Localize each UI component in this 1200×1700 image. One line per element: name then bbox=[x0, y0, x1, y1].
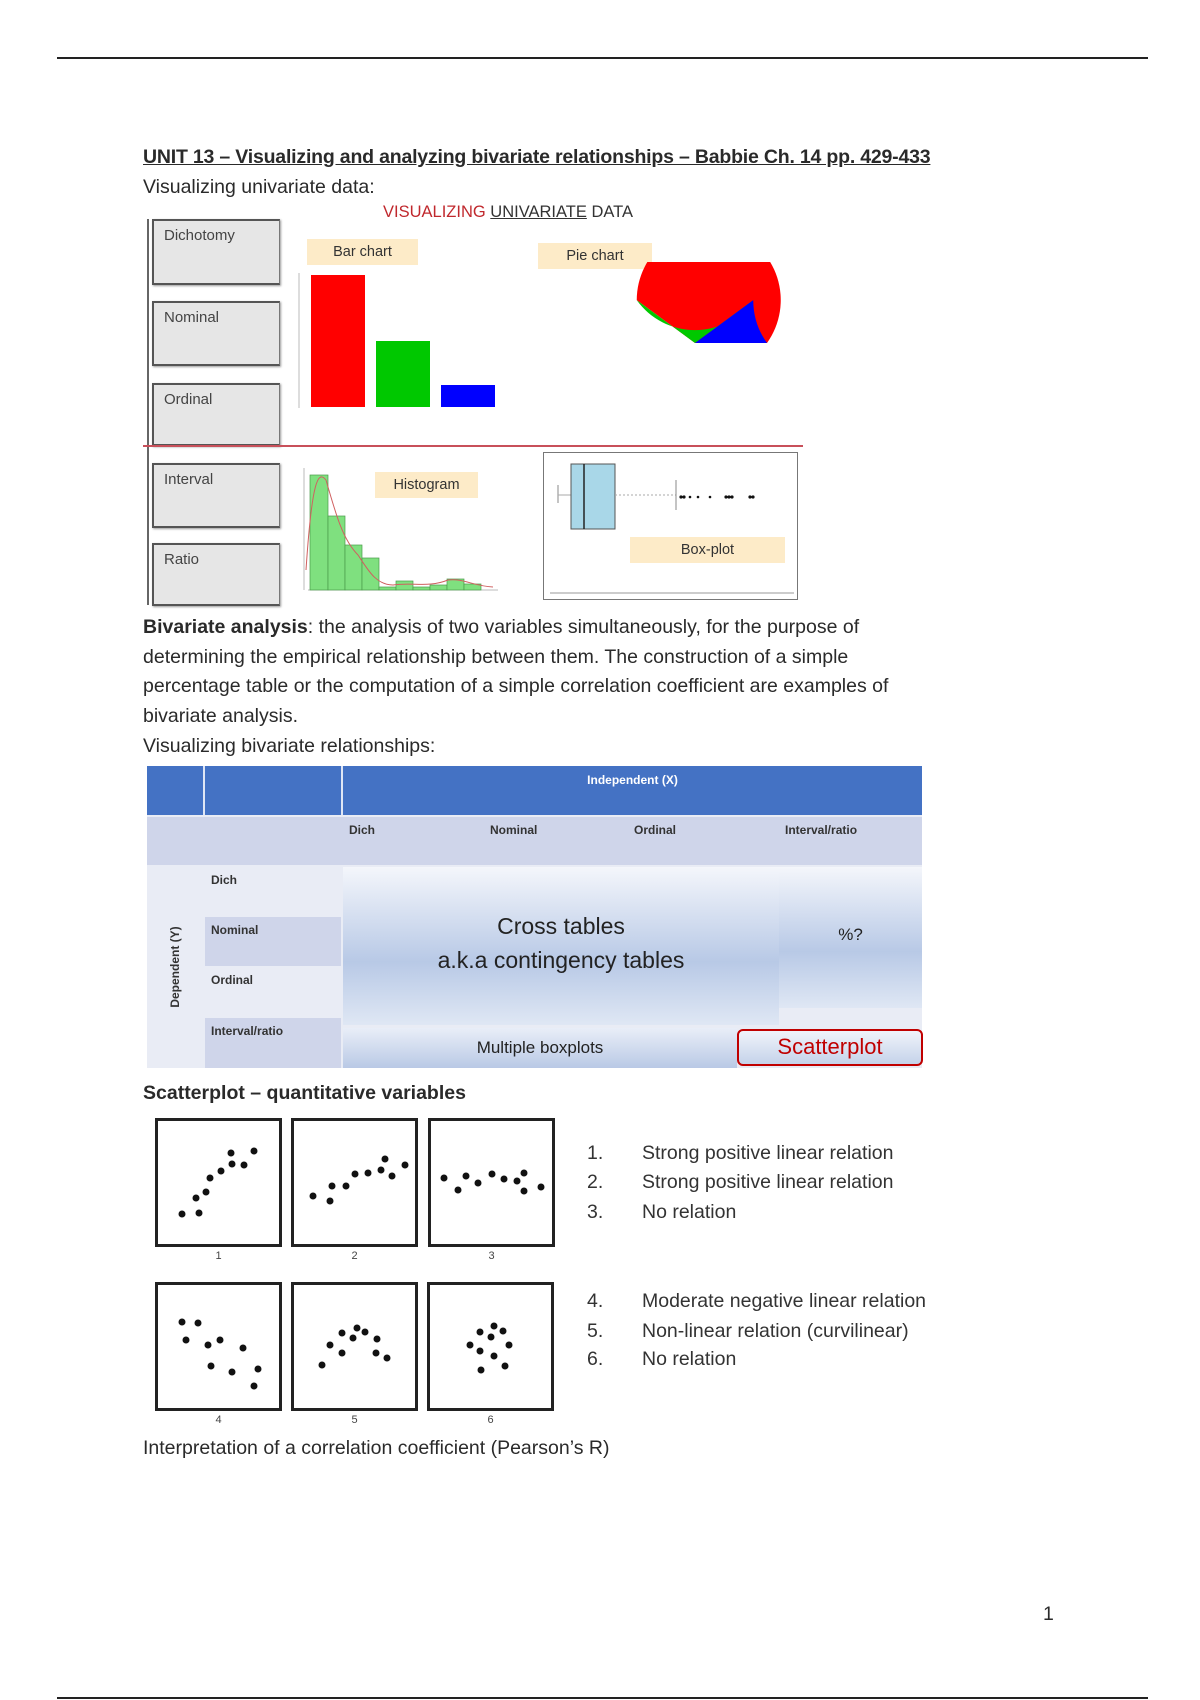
histogram-label: Histogram bbox=[375, 472, 478, 498]
scatter-point bbox=[179, 1211, 186, 1218]
scatterplot-1 bbox=[155, 1118, 282, 1247]
scatter-point bbox=[239, 1344, 246, 1351]
scatter-point bbox=[240, 1162, 247, 1169]
scatter-point bbox=[454, 1186, 461, 1193]
scatter-point bbox=[477, 1366, 484, 1373]
scatter-point bbox=[538, 1184, 545, 1191]
scatterplot-6 bbox=[427, 1282, 554, 1411]
scatter-point bbox=[327, 1197, 334, 1204]
scatter-point bbox=[476, 1348, 483, 1355]
scatter-point bbox=[402, 1162, 409, 1169]
dependent-header: Dependent (Y) bbox=[168, 926, 182, 1008]
bar-chart bbox=[290, 268, 505, 428]
scatter-point bbox=[502, 1363, 509, 1370]
scatter-point bbox=[441, 1174, 448, 1181]
scatter-point bbox=[228, 1369, 235, 1376]
description-text: Non-linear relation (curvilinear) bbox=[642, 1320, 909, 1342]
bar bbox=[376, 341, 430, 407]
page-title: UNIT 13 – Visualizing and analyzing bivariate relationships – Babbie Ch. 14 pp. 429-433 bbox=[143, 146, 931, 168]
percent-region: %? bbox=[779, 867, 922, 1008]
description-text: No relation bbox=[642, 1201, 737, 1223]
cross-tables-label: Cross tables bbox=[497, 913, 625, 939]
contingency-label: a.k.a contingency tables bbox=[437, 947, 685, 973]
scatter-point bbox=[475, 1179, 482, 1186]
scatter-point bbox=[339, 1349, 346, 1356]
scatter-point bbox=[192, 1195, 199, 1202]
level-nominal: Nominal bbox=[152, 301, 280, 366]
boxplot-frame bbox=[543, 452, 798, 600]
scatter-point bbox=[228, 1161, 235, 1168]
scatter-point bbox=[374, 1336, 381, 1343]
scatterplot-label: 1 bbox=[215, 1250, 222, 1262]
scatter-point bbox=[318, 1361, 325, 1368]
description-number: 5. bbox=[587, 1320, 604, 1342]
outliers bbox=[679, 495, 754, 498]
scatter-point bbox=[362, 1328, 369, 1335]
level-dichotomy: Dichotomy bbox=[152, 219, 280, 285]
scatter-point bbox=[182, 1337, 189, 1344]
scatter-point bbox=[373, 1349, 380, 1356]
scatter-point bbox=[216, 1337, 223, 1344]
scatter-point bbox=[204, 1342, 211, 1349]
scatter-point bbox=[179, 1318, 186, 1325]
bottom-rule bbox=[57, 1697, 1148, 1699]
scatterplot-label: 6 bbox=[487, 1414, 494, 1426]
pie-chart bbox=[615, 262, 785, 427]
scatter-point bbox=[364, 1169, 371, 1176]
scatter-point bbox=[500, 1175, 507, 1182]
independent-header: Independent (X) bbox=[587, 773, 678, 787]
scatter-point bbox=[353, 1325, 360, 1332]
bar bbox=[441, 385, 495, 407]
scatter-point bbox=[250, 1382, 257, 1389]
scatterplot-label: 4 bbox=[215, 1414, 222, 1426]
level-ratio: Ratio bbox=[152, 543, 280, 606]
scatter-point bbox=[194, 1320, 201, 1327]
row-nominal: Nominal bbox=[205, 917, 341, 966]
scatter-point bbox=[208, 1363, 215, 1370]
row-ordinal: Ordinal bbox=[205, 967, 341, 1017]
description-text: Strong positive linear relation bbox=[642, 1171, 894, 1193]
scatter-point bbox=[491, 1353, 498, 1360]
scatter-point bbox=[513, 1178, 520, 1185]
description-number: 2. bbox=[587, 1171, 604, 1193]
scatter-point bbox=[521, 1188, 528, 1195]
scatterplot-5 bbox=[291, 1282, 418, 1411]
interpretation-heading: Interpretation of a correlation coefficient (Pearson’s R) bbox=[143, 1437, 610, 1459]
bar-chart-label: Bar chart bbox=[307, 239, 418, 265]
scatterplot-2 bbox=[291, 1118, 418, 1247]
multiple-boxplots: Multiple boxplots bbox=[343, 1028, 737, 1068]
definition-line-2: determining the empirical relationship between them. The construction of a simple bbox=[143, 646, 849, 668]
scatter-point bbox=[488, 1170, 495, 1177]
bivariate-intro: Visualizing bivariate relationships: bbox=[143, 735, 436, 757]
description-number: 1. bbox=[587, 1142, 604, 1164]
scatter-point bbox=[207, 1174, 214, 1181]
scatterplot-highlight: Scatterplot bbox=[737, 1029, 923, 1066]
scatter-point bbox=[521, 1169, 528, 1176]
pie-chart-label: Pie chart bbox=[538, 243, 652, 269]
description-text: Strong positive linear relation bbox=[642, 1142, 894, 1164]
scatter-point bbox=[327, 1342, 334, 1349]
scatter-point bbox=[381, 1156, 388, 1163]
scatter-point bbox=[227, 1149, 234, 1156]
bivariate-term: Bivariate analysis bbox=[143, 616, 308, 638]
col-interval-ratio: Interval/ratio bbox=[785, 823, 858, 837]
row-dich: Dich bbox=[205, 867, 341, 916]
page-number: 1 bbox=[1043, 1603, 1054, 1625]
scatter-point bbox=[250, 1147, 257, 1154]
figure-heading: VISUALIZING UNIVARIATE DATA bbox=[383, 203, 634, 221]
scatterplot-label: 3 bbox=[488, 1250, 495, 1262]
col-dich: Dich bbox=[349, 823, 376, 837]
scatter-point bbox=[505, 1342, 512, 1349]
description-text: No relation bbox=[642, 1348, 737, 1370]
col-ordinal: Ordinal bbox=[634, 823, 677, 837]
scatter-point bbox=[217, 1168, 224, 1175]
boxplot-label: Box-plot bbox=[630, 537, 785, 563]
definition-line-3: percentage table or the computation of a simple correlation coefficient are examples of bbox=[143, 675, 889, 697]
scatter-point bbox=[351, 1170, 358, 1177]
relationship-table bbox=[147, 766, 922, 1068]
cross-tables-region bbox=[343, 867, 779, 1025]
box bbox=[571, 464, 615, 529]
definition-line-1: Bivariate analysis: the analysis of two variables simultaneously, for the purpose of bbox=[143, 616, 860, 638]
scatter-point bbox=[389, 1173, 396, 1180]
bar bbox=[311, 275, 365, 407]
top-rule bbox=[57, 57, 1148, 59]
scatter-point bbox=[343, 1183, 350, 1190]
scatter-point bbox=[328, 1183, 335, 1190]
divider-line bbox=[143, 445, 803, 447]
col-nominal: Nominal bbox=[490, 823, 538, 837]
scatter-point bbox=[203, 1189, 210, 1196]
dependent-col bbox=[147, 867, 203, 1068]
scatterplot-3 bbox=[428, 1118, 555, 1247]
scatterplot-4 bbox=[155, 1282, 282, 1411]
scatter-point bbox=[384, 1354, 391, 1361]
description-text: Moderate negative linear relation bbox=[642, 1290, 927, 1312]
level-ordinal: Ordinal bbox=[152, 383, 280, 446]
scatterplot-label: 5 bbox=[351, 1414, 358, 1426]
scatter-heading: Scatterplot – quantitative variables bbox=[143, 1082, 466, 1104]
scatter-point bbox=[463, 1173, 470, 1180]
scatter-point bbox=[350, 1334, 357, 1341]
level-interval: Interval bbox=[152, 463, 280, 528]
scatterplot-label: 2 bbox=[351, 1250, 358, 1262]
scatter-point bbox=[310, 1193, 317, 1200]
header-divider bbox=[203, 766, 205, 815]
scatter-point bbox=[466, 1342, 473, 1349]
definition-line-4: bivariate analysis. bbox=[143, 705, 298, 727]
scatter-point bbox=[499, 1327, 506, 1334]
scatter-point bbox=[339, 1329, 346, 1336]
description-number: 3. bbox=[587, 1201, 604, 1223]
univariate-intro: Visualizing univariate data: bbox=[143, 176, 375, 198]
scatter-point bbox=[491, 1322, 498, 1329]
scatter-point bbox=[196, 1210, 203, 1217]
row-interval-ratio: Interval/ratio bbox=[205, 1018, 341, 1068]
scatter-point bbox=[378, 1167, 385, 1174]
description-number: 4. bbox=[587, 1290, 604, 1312]
scatter-point bbox=[476, 1328, 483, 1335]
scatter-point bbox=[487, 1333, 494, 1340]
scatter-point bbox=[255, 1365, 262, 1372]
boxplot bbox=[544, 453, 796, 598]
levels-frame bbox=[147, 219, 149, 605]
description-number: 6. bbox=[587, 1348, 604, 1370]
